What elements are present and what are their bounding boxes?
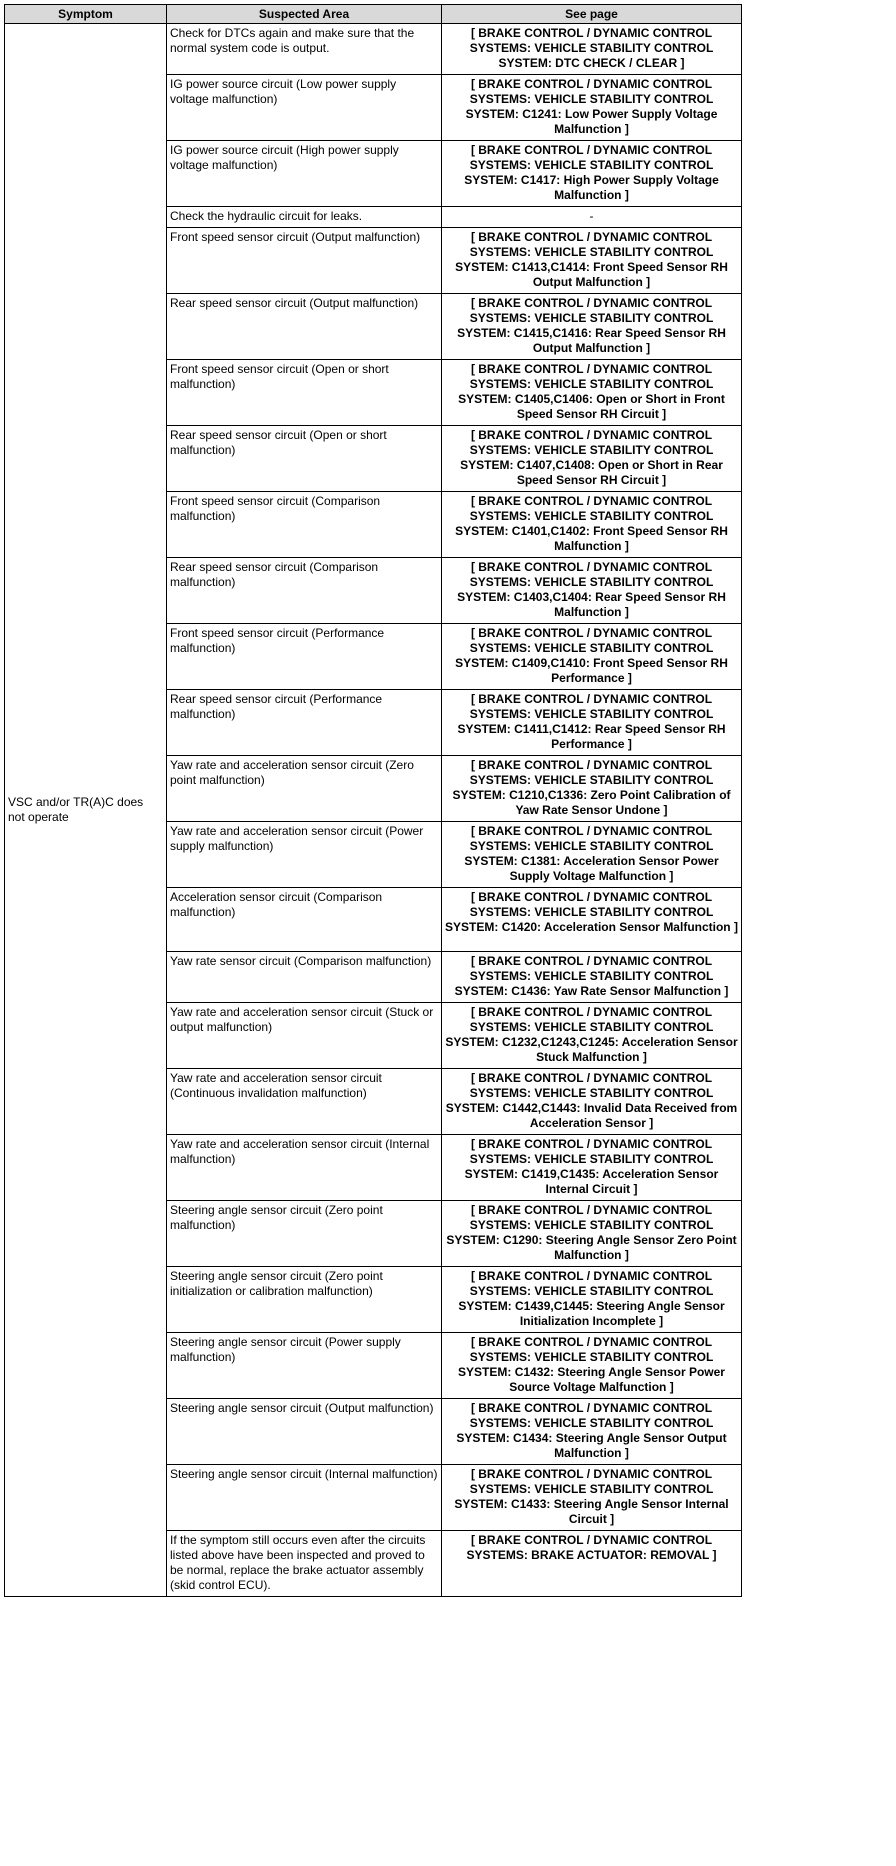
suspected-area-cell: Rear speed sensor circuit (Open or short malfunction) (167, 426, 442, 492)
see-page-link[interactable]: [ BRAKE CONTROL / DYNAMIC CONTROL SYSTEMS: VEHICLE STABILITY CONTROL SYSTEM: C1433: Steering Angle Sensor Internal Circuit ] (442, 1465, 742, 1531)
suspected-area-cell: If the symptom still occurs even after the circuits listed above have been inspected and proved to be normal, replace the brake actuator assembly (skid control ECU). (167, 1531, 442, 1597)
see-page-link[interactable]: [ BRAKE CONTROL / DYNAMIC CONTROL SYSTEMS: VEHICLE STABILITY CONTROL SYSTEM: C1405,C1406: Open or Short in Front Speed Sensor RH Circuit ] (442, 360, 742, 426)
see-page-link[interactable]: [ BRAKE CONTROL / DYNAMIC CONTROL SYSTEMS: VEHICLE STABILITY CONTROL SYSTEM: C1409,C1410: Front Speed Sensor RH Performance ] (442, 624, 742, 690)
suspected-area-cell: Steering angle sensor circuit (Power supply malfunction) (167, 1333, 442, 1399)
header-row (5, 5, 742, 24)
suspected-area-cell: Yaw rate and acceleration sensor circuit (Zero point malfunction) (167, 756, 442, 822)
see-page-link[interactable]: [ BRAKE CONTROL / DYNAMIC CONTROL SYSTEMS: VEHICLE STABILITY CONTROL SYSTEM: C1413,C1414: Front Speed Sensor RH Output Malfunction ] (442, 228, 742, 294)
suspected-area-cell: Steering angle sensor circuit (Internal malfunction) (167, 1465, 442, 1531)
see-page-link[interactable]: [ BRAKE CONTROL / DYNAMIC CONTROL SYSTEMS: VEHICLE STABILITY CONTROL SYSTEM: C1381: Acceleration Sensor Power Supply Voltage Malfunction ] (442, 822, 742, 888)
see-page-link[interactable]: [ BRAKE CONTROL / DYNAMIC CONTROL SYSTEMS: VEHICLE STABILITY CONTROL SYSTEM: C1439,C1445: Steering Angle Sensor Initialization Incomplete ] (442, 1267, 742, 1333)
suspected-area-cell: Steering angle sensor circuit (Output malfunction) (167, 1399, 442, 1465)
header-see-page: See page (442, 5, 742, 24)
suspected-area-cell: Front speed sensor circuit (Output malfunction) (167, 228, 442, 294)
see-page-link[interactable]: [ BRAKE CONTROL / DYNAMIC CONTROL SYSTEMS: VEHICLE STABILITY CONTROL SYSTEM: C1417: High Power Supply Voltage Malfunction ] (442, 141, 742, 207)
see-page-link[interactable]: [ BRAKE CONTROL / DYNAMIC CONTROL SYSTEMS: VEHICLE STABILITY CONTROL SYSTEM: C1432: Steering Angle Sensor Power Source Voltage Malfunction ] (442, 1333, 742, 1399)
suspected-area-cell: Yaw rate and acceleration sensor circuit (Internal malfunction) (167, 1135, 442, 1201)
table-row (5, 24, 742, 75)
suspected-area-cell: Steering angle sensor circuit (Zero point initialization or calibration malfunction) (167, 1267, 442, 1333)
see-page-link[interactable]: [ BRAKE CONTROL / DYNAMIC CONTROL SYSTEMS: BRAKE ACTUATOR: REMOVAL ] (442, 1531, 742, 1597)
header-suspected-area: Suspected Area (167, 5, 442, 24)
suspected-area-cell: Yaw rate and acceleration sensor circuit (Power supply malfunction) (167, 822, 442, 888)
see-page-link[interactable]: [ BRAKE CONTROL / DYNAMIC CONTROL SYSTEMS: VEHICLE STABILITY CONTROL SYSTEM: C1420: Acceleration Sensor Malfunction ] (442, 888, 742, 952)
suspected-area-cell: Front speed sensor circuit (Comparison malfunction) (167, 492, 442, 558)
suspected-area-cell: Acceleration sensor circuit (Comparison malfunction) (167, 888, 442, 952)
see-page-link[interactable]: [ BRAKE CONTROL / DYNAMIC CONTROL SYSTEMS: VEHICLE STABILITY CONTROL SYSTEM: C1411,C1412: Rear Speed Sensor RH Performance ] (442, 690, 742, 756)
suspected-area-cell: IG power source circuit (Low power supply voltage malfunction) (167, 75, 442, 141)
see-page-link[interactable]: [ BRAKE CONTROL / DYNAMIC CONTROL SYSTEMS: VEHICLE STABILITY CONTROL SYSTEM: C1403,C1404: Rear Speed Sensor RH Malfunction ] (442, 558, 742, 624)
suspected-area-cell: Steering angle sensor circuit (Zero point malfunction) (167, 1201, 442, 1267)
suspected-area-cell: Yaw rate and acceleration sensor circuit (Stuck or output malfunction) (167, 1003, 442, 1069)
suspected-area-cell: Yaw rate sensor circuit (Comparison malfunction) (167, 952, 442, 1003)
suspected-area-cell: IG power source circuit (High power supply voltage malfunction) (167, 141, 442, 207)
suspected-area-cell: Rear speed sensor circuit (Comparison malfunction) (167, 558, 442, 624)
see-page-link[interactable]: [ BRAKE CONTROL / DYNAMIC CONTROL SYSTEMS: VEHICLE STABILITY CONTROL SYSTEM: C1401,C1402: Front Speed Sensor RH Malfunction ] (442, 492, 742, 558)
suspected-area-cell: Rear speed sensor circuit (Performance malfunction) (167, 690, 442, 756)
see-page-link[interactable]: [ BRAKE CONTROL / DYNAMIC CONTROL SYSTEMS: VEHICLE STABILITY CONTROL SYSTEM: C1407,C1408: Open or Short in Rear Speed Sensor RH Circuit ] (442, 426, 742, 492)
suspected-area-cell: Rear speed sensor circuit (Output malfunction) (167, 294, 442, 360)
see-page-link: - (442, 207, 742, 228)
see-page-link[interactable]: [ BRAKE CONTROL / DYNAMIC CONTROL SYSTEMS: VEHICLE STABILITY CONTROL SYSTEM: C1232,C1243,C1245: Acceleration Sensor Stuck Malfunction ] (442, 1003, 742, 1069)
see-page-link[interactable]: [ BRAKE CONTROL / DYNAMIC CONTROL SYSTEMS: VEHICLE STABILITY CONTROL SYSTEM: C1419,C1435: Acceleration Sensor Internal Circuit ] (442, 1135, 742, 1201)
symptom-cell: VSC and/or TR(A)C does not operate (5, 24, 167, 1597)
header-symptom: Symptom (5, 5, 167, 24)
see-page-link[interactable]: [ BRAKE CONTROL / DYNAMIC CONTROL SYSTEMS: VEHICLE STABILITY CONTROL SYSTEM: C1442,C1443: Invalid Data Received from Acceleration Sensor ] (442, 1069, 742, 1135)
suspected-area-cell: Yaw rate and acceleration sensor circuit (Continuous invalidation malfunction) (167, 1069, 442, 1135)
see-page-link[interactable]: [ BRAKE CONTROL / DYNAMIC CONTROL SYSTEMS: VEHICLE STABILITY CONTROL SYSTEM: C1434: Steering Angle Sensor Output Malfunction ] (442, 1399, 742, 1465)
see-page-link[interactable]: [ BRAKE CONTROL / DYNAMIC CONTROL SYSTEMS: VEHICLE STABILITY CONTROL SYSTEM: C1210,C1336: Zero Point Calibration of Yaw Rate Sensor Undone ] (442, 756, 742, 822)
suspected-area-cell: Check the hydraulic circuit for leaks. (167, 207, 442, 228)
suspected-area-cell: Check for DTCs again and make sure that the normal system code is output. (167, 24, 442, 75)
see-page-link[interactable]: [ BRAKE CONTROL / DYNAMIC CONTROL SYSTEMS: VEHICLE STABILITY CONTROL SYSTEM: C1415,C1416: Rear Speed Sensor RH Output Malfunction ] (442, 294, 742, 360)
symptom-table (4, 4, 742, 1597)
see-page-link[interactable]: [ BRAKE CONTROL / DYNAMIC CONTROL SYSTEMS: VEHICLE STABILITY CONTROL SYSTEM: DTC CHECK / CLEAR ] (442, 24, 742, 75)
suspected-area-cell: Front speed sensor circuit (Open or short malfunction) (167, 360, 442, 426)
see-page-link[interactable]: [ BRAKE CONTROL / DYNAMIC CONTROL SYSTEMS: VEHICLE STABILITY CONTROL SYSTEM: C1290: Steering Angle Sensor Zero Point Malfunction ] (442, 1201, 742, 1267)
suspected-area-cell: Front speed sensor circuit (Performance malfunction) (167, 624, 442, 690)
table-body (5, 24, 742, 1597)
see-page-link[interactable]: [ BRAKE CONTROL / DYNAMIC CONTROL SYSTEMS: VEHICLE STABILITY CONTROL SYSTEM: C1436: Yaw Rate Sensor Malfunction ] (442, 952, 742, 1003)
see-page-link[interactable]: [ BRAKE CONTROL / DYNAMIC CONTROL SYSTEMS: VEHICLE STABILITY CONTROL SYSTEM: C1241: Low Power Supply Voltage Malfunction ] (442, 75, 742, 141)
